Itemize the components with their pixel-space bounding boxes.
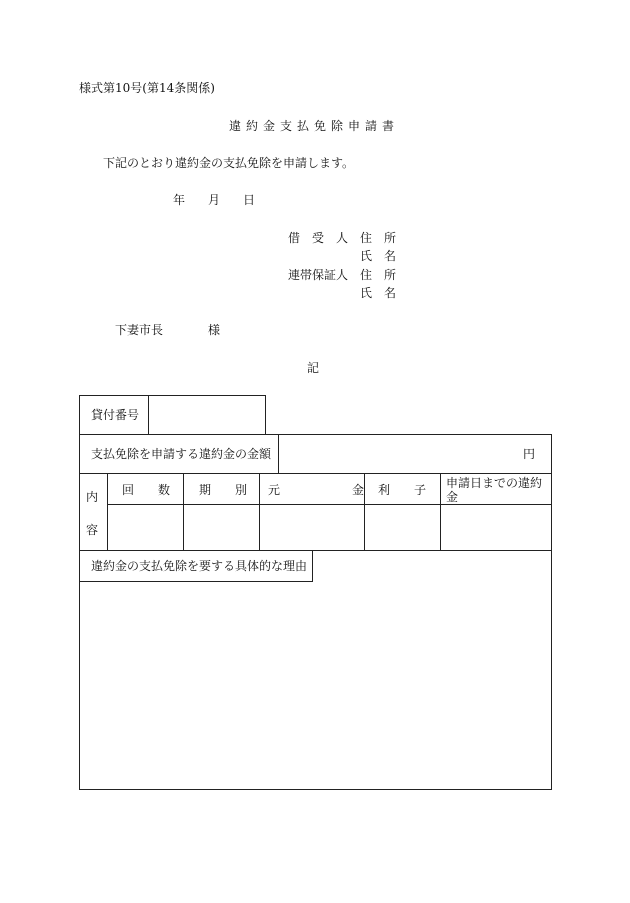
guarantor-label: 連帯保証人 [288, 268, 349, 282]
amount-field[interactable] [279, 435, 551, 473]
borrower-name-label: 氏 名 [360, 249, 397, 263]
content-label-bottom: 容 [86, 523, 99, 537]
addressee-honorific: 様 [208, 323, 221, 337]
col-header-penalty: 申請日までの違約金 [446, 476, 543, 504]
guarantor-name-label: 氏 名 [360, 286, 397, 300]
ki-mark: 記 [307, 361, 320, 375]
amount-label: 支払免除を申請する違約金の金額 [91, 447, 272, 461]
content-interest-field[interactable] [365, 505, 440, 550]
date-year: 年 [173, 193, 186, 207]
loan-number-field[interactable] [149, 396, 265, 434]
guarantor-address-label: 住 所 [360, 268, 397, 282]
form-number: 様式第10号(第14条関係) [79, 81, 215, 95]
content-period-field[interactable] [184, 505, 259, 550]
intro-text: 下記のとおり違約金の支払免除を申請します。 [103, 156, 355, 170]
borrower-address-label: 住 所 [360, 231, 397, 245]
reason-field[interactable] [80, 583, 551, 789]
loan-number-label: 貸付番号 [91, 408, 140, 422]
content-principal-field[interactable] [260, 505, 364, 550]
borrower-label: 借 受 人 [288, 231, 349, 245]
addressee-mayor: 下妻市長 [115, 323, 164, 337]
date-month: 月 [208, 193, 221, 207]
col-header-interest: 利 子 [378, 483, 427, 497]
amount-row-bottom [79, 473, 552, 474]
col-header-period: 期 別 [199, 483, 248, 497]
col-header-principal: 元 金 [268, 483, 365, 497]
document-title: 違約金支払免除申請書 [229, 119, 400, 133]
reason-label: 違約金の支払免除を要する具体的な理由 [91, 559, 308, 573]
content-label-top: 内 [86, 490, 99, 504]
content-count-field[interactable] [108, 505, 183, 550]
yen-unit: 円 [523, 447, 536, 461]
content-penalty-field[interactable] [441, 505, 551, 550]
date-day: 日 [243, 193, 256, 207]
col-header-count: 回 数 [122, 483, 171, 497]
